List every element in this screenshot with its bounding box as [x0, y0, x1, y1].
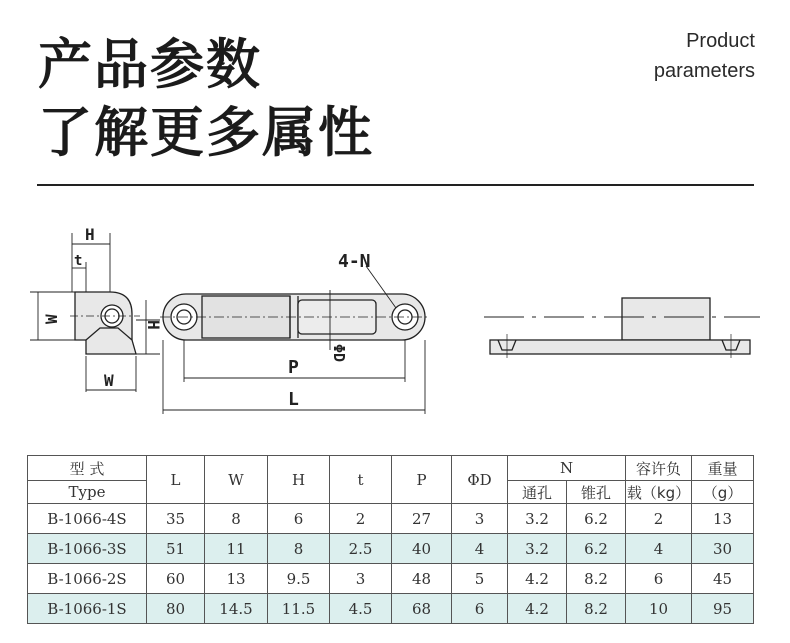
cell-n-counter: 6.2	[567, 534, 626, 564]
cell-n-counter: 8.2	[567, 564, 626, 594]
cell-load: 2	[626, 504, 692, 534]
table-header-row-1	[28, 456, 754, 481]
spec-table	[27, 455, 754, 624]
cell-type: B-1066-1S	[28, 594, 147, 624]
cell-D: 5	[452, 564, 508, 594]
dim-W-left-label: W	[42, 314, 61, 324]
header-load-line1: 容许负	[626, 456, 692, 481]
cell-weight: 13	[692, 504, 754, 534]
cell-P: 40	[392, 534, 452, 564]
cell-type: B-1066-2S	[28, 564, 147, 594]
cell-t: 2	[330, 504, 392, 534]
cell-L: 80	[147, 594, 205, 624]
header-type-cn: 型 式	[28, 456, 147, 481]
header-L: L	[147, 456, 205, 504]
dim-P-label: P	[288, 357, 299, 378]
page-title-line-2: 了解更多属性	[38, 101, 374, 164]
cell-t: 3	[330, 564, 392, 594]
cell-P: 48	[392, 564, 452, 594]
header-D: ΦD	[452, 456, 508, 504]
cell-load: 10	[626, 594, 692, 624]
cell-W: 8	[205, 504, 268, 534]
cell-H: 11.5	[268, 594, 330, 624]
cell-type: B-1066-3S	[28, 534, 147, 564]
cell-H: 8	[268, 534, 330, 564]
cell-load: 4	[626, 534, 692, 564]
table-row	[28, 564, 754, 594]
cell-W: 11	[205, 534, 268, 564]
header-type-en: Type	[28, 481, 147, 504]
cell-weight: 45	[692, 564, 754, 594]
cell-H: 9.5	[268, 564, 330, 594]
header-t: t	[330, 456, 392, 504]
cell-n-counter: 6.2	[567, 504, 626, 534]
cell-L: 60	[147, 564, 205, 594]
page-title-line-1: 产品参数	[38, 33, 262, 96]
cell-L: 51	[147, 534, 205, 564]
dim-t-label: t	[74, 253, 83, 269]
dim-N-label: 4-N	[338, 251, 371, 272]
cell-L: 35	[147, 504, 205, 534]
cell-n-through: 3.2	[508, 534, 567, 564]
cell-W: 13	[205, 564, 268, 594]
cell-t: 4.5	[330, 594, 392, 624]
cell-weight: 95	[692, 594, 754, 624]
header-W: W	[205, 456, 268, 504]
header-load-line2: 载（kg）	[626, 481, 692, 504]
top-view	[160, 294, 430, 340]
cell-t: 2.5	[330, 534, 392, 564]
english-title-line-1: Product	[686, 30, 755, 52]
cell-weight: 30	[692, 534, 754, 564]
header-N-counter: 锥孔	[567, 481, 626, 504]
dim-L-label: L	[288, 389, 299, 410]
header-weight-line2: （g）	[692, 481, 754, 504]
table-row	[28, 594, 754, 624]
cell-n-through: 4.2	[508, 564, 567, 594]
dim-D-label: ΦD	[330, 344, 348, 363]
cell-n-through: 3.2	[508, 504, 567, 534]
cell-D: 6	[452, 594, 508, 624]
table-row	[28, 504, 754, 534]
cell-load: 6	[626, 564, 692, 594]
table-row	[28, 534, 754, 564]
cell-W: 14.5	[205, 594, 268, 624]
cell-P: 27	[392, 504, 452, 534]
english-title-line-2: parameters	[653, 60, 755, 82]
header-H: H	[268, 456, 330, 504]
cell-H: 6	[268, 504, 330, 534]
cell-D: 4	[452, 534, 508, 564]
cell-n-through: 4.2	[508, 594, 567, 624]
cell-n-counter: 8.2	[567, 594, 626, 624]
dim-W-bottom-label: W	[104, 371, 114, 390]
side-view	[70, 292, 140, 354]
cell-D: 3	[452, 504, 508, 534]
dim-H-top-label: H	[85, 225, 95, 244]
cell-type: B-1066-4S	[28, 504, 147, 534]
header-N: N	[508, 456, 626, 481]
dim-H-side-label: H	[144, 320, 163, 330]
header-weight-line1: 重量	[692, 456, 754, 481]
header-N-through: 通孔	[508, 481, 567, 504]
front-view	[484, 298, 760, 358]
cell-P: 68	[392, 594, 452, 624]
header-P: P	[392, 456, 452, 504]
